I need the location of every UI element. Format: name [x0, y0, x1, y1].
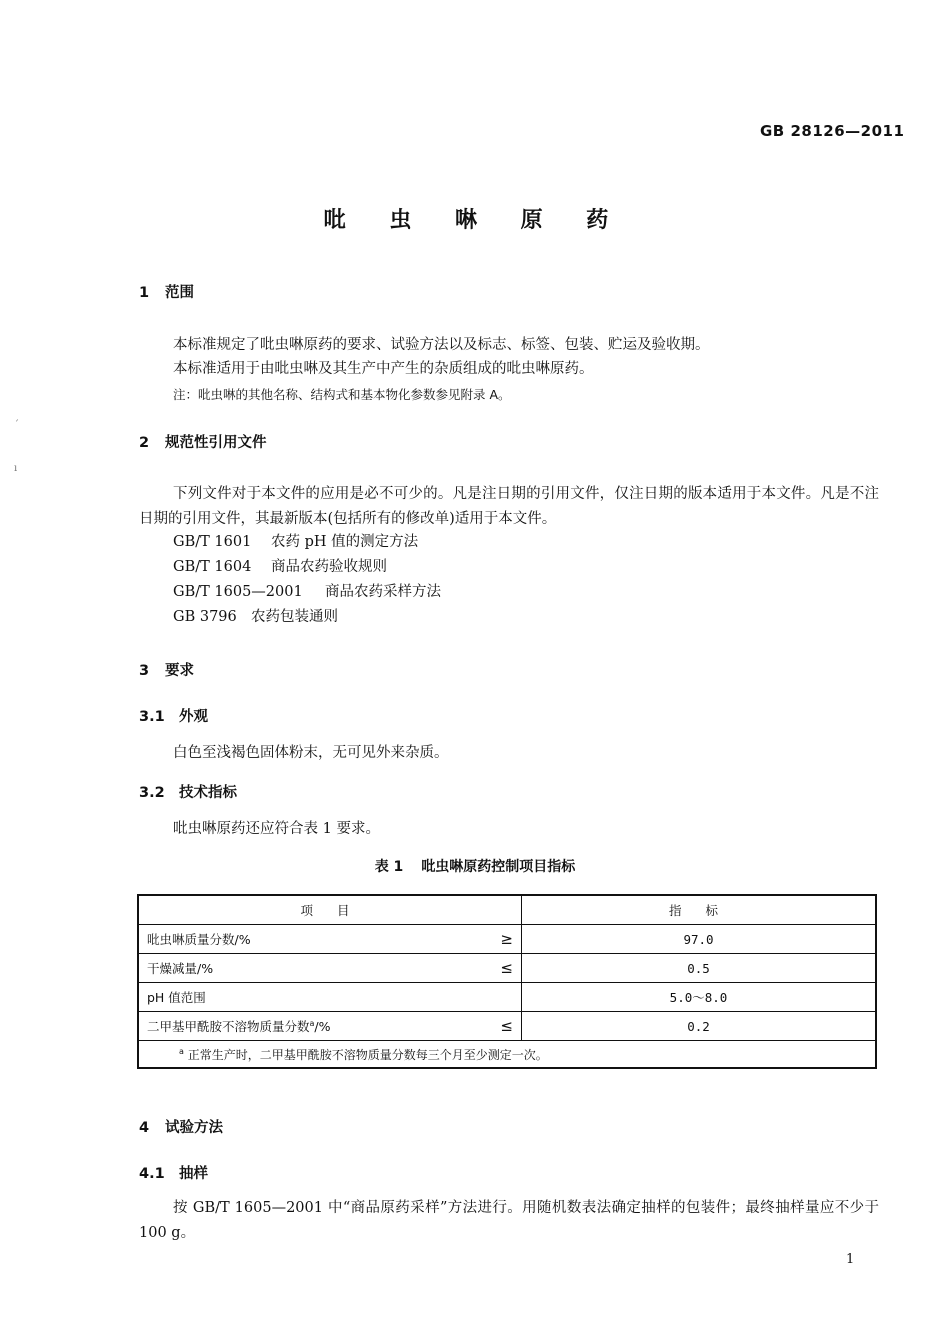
footnote-marker: a: [309, 1018, 315, 1028]
reference-code: GB/T 1601: [173, 534, 252, 550]
section-1-note: 注：吡虫啉的其他名称、结构式和基本物化参数参见附录 A。: [173, 387, 511, 402]
table-footnote-row: [138, 1041, 876, 1069]
document-title: 吡 虫 啉 原 药: [323, 208, 627, 233]
scan-mark: ı: [14, 463, 18, 474]
section-number: 3.1: [139, 709, 165, 725]
section-number: 3.2: [139, 785, 165, 801]
table-cell-operator: ≥: [485, 925, 522, 954]
section-title: 技术指标: [179, 785, 237, 801]
footnote-text: 正常生产时，二甲基甲酰胺不溶物质量分数每三个月至少测定一次。: [187, 1047, 548, 1062]
reference-item: [173, 530, 418, 555]
table-cell-operator: ≤: [485, 954, 522, 983]
table-row: [138, 983, 876, 1012]
reference-code: GB/T 1604: [173, 559, 252, 575]
section-3-2-heading: [139, 781, 237, 802]
section-1-heading: [139, 281, 194, 302]
reference-code: GB/T 1605—2001: [173, 584, 303, 600]
section-1-paragraph-1: 本标准规定了吡虫啉原药的要求、试验方法以及标志、标签、包装、贮运及验收期。: [173, 337, 710, 353]
reference-item: [173, 605, 338, 630]
section-number: 4.1: [139, 1166, 165, 1182]
footnote-marker: a: [179, 1046, 184, 1056]
section-1-paragraph-2: 本标准适用于由吡虫啉及其生产中产生的杂质组成的吡虫啉原药。: [173, 361, 594, 377]
table-cell-value: 5.0～8.0: [522, 983, 877, 1012]
item-text: 二甲基甲酰胺不溶物质量分数: [147, 1019, 310, 1034]
section-2-paragraph: 下列文件对于本文件的应用是必不可少的。凡是注日期的引用文件，仅注日期的版本适用于本文件。凡是不注日期的引用文件，其最新版本(包括所有的修改单)适用于本文件。: [139, 486, 879, 527]
reference-title: 农药包装通则: [251, 609, 338, 625]
table-caption: [0, 856, 950, 876]
table-row: [138, 954, 876, 983]
section-2-heading: [139, 431, 267, 452]
table-cell-value: 0.5: [522, 954, 877, 983]
table-cell-operator: ≤: [485, 1012, 522, 1041]
table-row: [138, 925, 876, 954]
section-title: 外观: [179, 709, 208, 725]
table-cell-item: 干燥减量/%: [138, 954, 485, 983]
section-number: 3: [139, 663, 150, 679]
standard-code: GB 28126—2011: [760, 122, 905, 140]
table-cell-value: 0.2: [522, 1012, 877, 1041]
table-header-item: 项 目: [138, 895, 522, 925]
section-number: 1: [139, 285, 150, 301]
section-number: 2: [139, 435, 150, 451]
section-4-heading: [139, 1116, 223, 1137]
table-cell-item: pH 值范围: [138, 983, 485, 1012]
section-number: 4: [139, 1120, 150, 1136]
reference-code: GB 3796: [173, 609, 237, 625]
section-title: 规范性引用文件: [165, 435, 267, 451]
section-3-heading: [139, 659, 194, 680]
scan-mark: ˊ: [14, 420, 19, 431]
table-header-value: 指 标: [522, 895, 877, 925]
section-4-1-heading: [139, 1162, 208, 1183]
table-cell-item: 吡虫啉质量分数/%: [138, 925, 485, 954]
section-4-1-text: 按 GB/T 1605—2001 中“商品原药采样”方法进行。用随机数表法确定抽样的包装件；最终抽样量应不少于 100 g。: [139, 1200, 879, 1241]
section-title: 范围: [165, 285, 194, 301]
section-title: 试验方法: [165, 1120, 223, 1136]
section-3-2-text: 吡虫啉原药还应符合表 1 要求。: [173, 821, 380, 837]
page-number: 1: [846, 1252, 855, 1267]
section-title: 要求: [165, 663, 194, 679]
table-cell-operator: [485, 983, 522, 1012]
reference-item: [173, 555, 387, 580]
table-caption-label: 表 1: [374, 859, 404, 875]
table-caption-title: 吡虫啉原药控制项目指标: [421, 859, 576, 875]
item-unit: /%: [314, 1019, 331, 1034]
table-cell-value: 97.0: [522, 925, 877, 954]
table-footnote: [138, 1041, 876, 1069]
spec-table: [137, 894, 877, 1069]
table-row: [138, 1012, 876, 1041]
reference-title: 商品农药采样方法: [325, 584, 441, 600]
reference-item: [173, 580, 441, 605]
reference-title: 农药 pH 值的测定方法: [271, 534, 419, 550]
reference-title: 商品农药验收规则: [271, 559, 387, 575]
section-title: 抽样: [179, 1166, 208, 1182]
section-3-1-text: 白色至浅褐色固体粉末，无可见外来杂质。: [173, 745, 449, 761]
table-cell-item: [138, 1012, 485, 1041]
table-header-row: [138, 895, 876, 925]
section-3-1-heading: [139, 705, 208, 726]
